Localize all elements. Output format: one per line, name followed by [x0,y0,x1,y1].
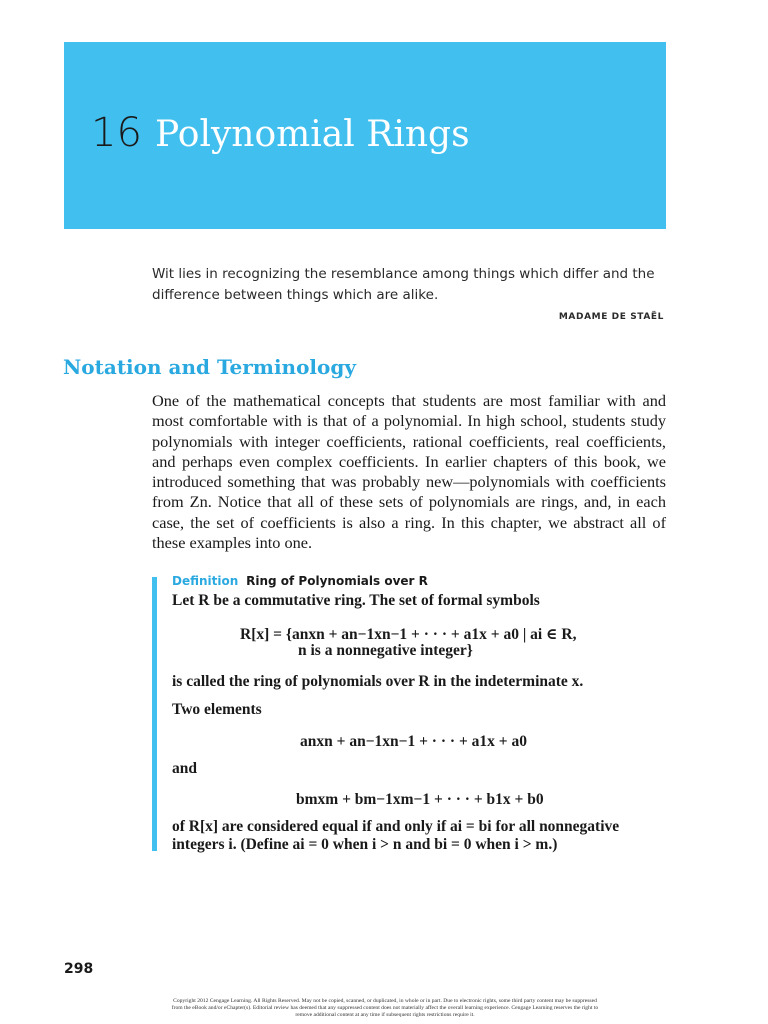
chapter-title [91,110,470,156]
definition-line-1: Let R be a commutative ring. The set of formal symbols [172,592,540,609]
definition-called-line: is called the ring of polynomials over R in the indeterminate x. [172,673,584,690]
definition-header [172,574,428,588]
chapter-header-banner [64,42,666,229]
chapter-number: 16 [91,110,142,156]
definition-title: Ring of Polynomials over R [246,574,428,588]
copyright-notice: Copyright 2012 Cengage Learning. All Rights Reserved. May not be copied, scanned, or duplicated, in whole or in part. Due to electronic rights, some third party content may be suppressed from the eBook and/or eChapter(s). Editorial review has deemed that any suppressed content does not materially affect the overall learning experience. Cengage Learning reserves the right to remove additional content at any time if subsequent rights restrictions require it. [171,998,599,1018]
set-definition-line-2: n is a nonnegative integer} [298,642,473,659]
chapter-name: Polynomial Rings [155,114,470,155]
definition-accent-bar [152,577,157,851]
page-number: 298 [64,961,94,977]
epigraph-quote: Wit lies in recognizing the resemblance among things which differ and the difference between things which are alike. [152,266,655,303]
section-title: Notation and Terminology [63,355,356,379]
polynomial-b: bmxm + bm−1xm−1 + · · · + b1x + b0 [296,791,544,808]
polynomial-a: anxn + an−1xn−1 + · · · + a1x + a0 [300,733,527,750]
definition-and: and [172,760,197,777]
definition-two-elements: Two elements [172,701,262,718]
definition-equality-line-2: integers i. (Define ai = 0 when i > n and bi = 0 when i > m.) [172,836,558,853]
set-definition-line-1: R[x] = {anxn + an−1xn−1 + · · · + a1x + a0 | ai ∈ R, [240,626,577,643]
definition-equality-line-1: of R[x] are considered equal if and only if ai = bi for all nonnegative [172,818,620,835]
intro-paragraph: One of the mathematical concepts that students are most familiar with and most comfortable with is that of a polynomial. In high school, students study polynomials with integer coefficients, rational coefficients, real coefficients, and perhaps even complex coefficients. In earlier chapters of this book, we introduced something that was probably new—polynomials with coefficients from Zn. Notice that all of these sets of polynomials are rings, and, in each case, the set of coefficients is also a ring. In this chapter, we abstract all of these examples into one. [152,391,666,553]
epigraph-author: MADAME DE STAËL [558,312,664,322]
definition-label: Definition [172,574,239,588]
